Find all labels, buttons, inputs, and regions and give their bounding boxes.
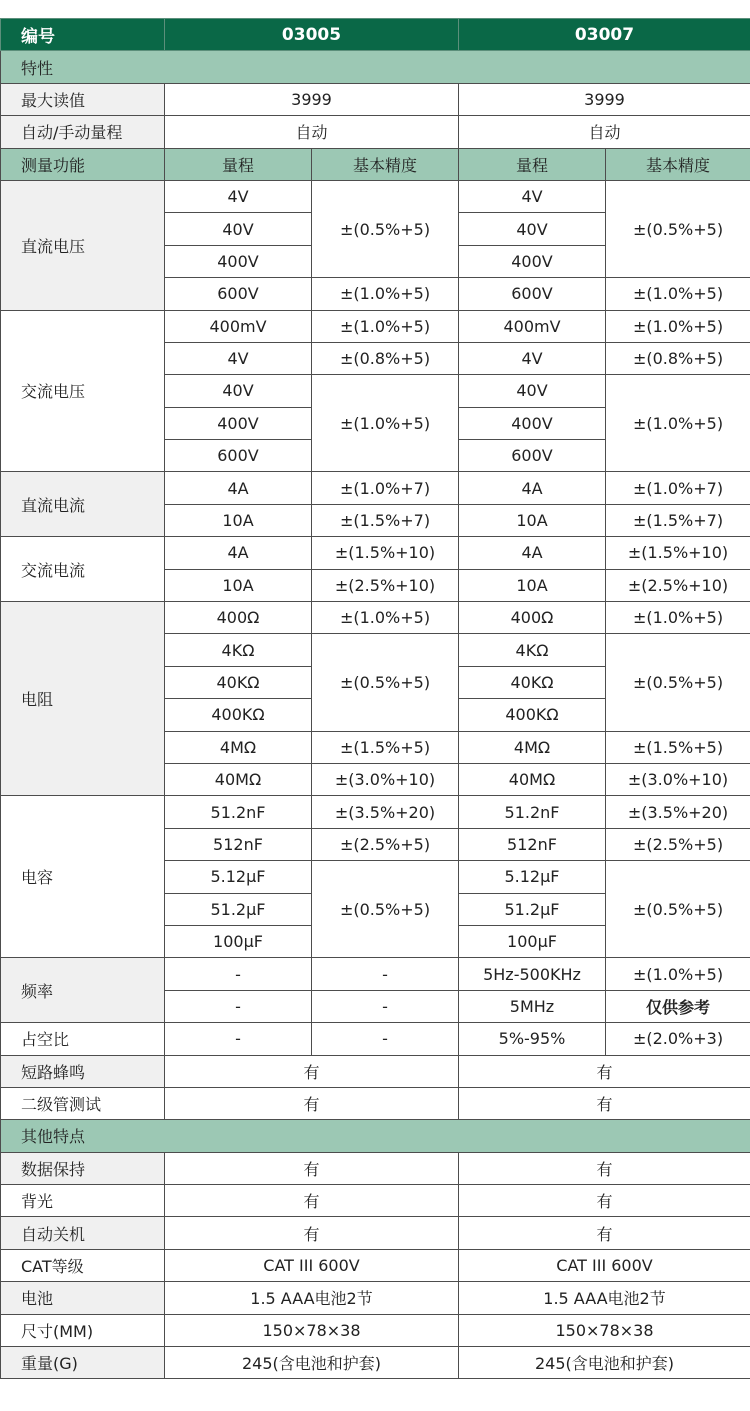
group-label-freq: 频率: [1, 958, 165, 1023]
table-row: [1, 958, 750, 990]
group-label-res: 电阻: [1, 602, 165, 796]
cell-b: 自动: [459, 116, 750, 148]
accuracy-cell: ±(2.5%+5): [312, 828, 459, 860]
accuracy-cell: ±(0.5%+5): [312, 861, 459, 958]
table-row: [1, 1152, 750, 1184]
row-label: 电池: [1, 1282, 165, 1314]
cell-b: 1.5 AAA电池2节: [459, 1282, 750, 1314]
section-row-other: [1, 1120, 750, 1152]
cell-a: 1.5 AAA电池2节: [165, 1282, 459, 1314]
row-label: 背光: [1, 1185, 165, 1217]
range-cell: 4KΩ: [459, 634, 606, 666]
accuracy-cell: ±(1.0%+7): [312, 472, 459, 504]
measure-subheader-row: [1, 148, 750, 180]
accuracy-cell: ±(1.5%+10): [606, 537, 750, 569]
range-cell: 5.12μF: [459, 861, 606, 893]
group-label-dcv: 直流电压: [1, 180, 165, 310]
cell-a: 自动: [165, 116, 459, 148]
range-cell: 4V: [165, 180, 312, 212]
cell-b: 有: [459, 1217, 750, 1249]
accuracy-cell: ±(1.0%+5): [312, 310, 459, 342]
accuracy-cell: ±(1.5%+7): [606, 504, 750, 536]
accuracy-cell: ±(0.5%+5): [312, 634, 459, 731]
range-cell: 400KΩ: [165, 699, 312, 731]
accuracy-cell: ±(1.0%+7): [606, 472, 750, 504]
range-cell: 4V: [165, 342, 312, 374]
cell-a: 有: [165, 1055, 459, 1087]
range-cell: 40V: [459, 213, 606, 245]
range-cell: 512nF: [165, 828, 312, 860]
accuracy-cell: ±(2.5%+10): [312, 569, 459, 601]
range-cell: 4V: [459, 342, 606, 374]
range-cell: 4A: [459, 537, 606, 569]
cell-a: 150×78×38: [165, 1314, 459, 1346]
accuracy-cell: ±(0.8%+5): [312, 342, 459, 374]
accuracy-cell: ±(1.0%+5): [606, 958, 750, 990]
range-cell: 400Ω: [459, 602, 606, 634]
range-cell: -: [165, 990, 312, 1022]
cell-b: 有: [459, 1055, 750, 1087]
cell-b: 有: [459, 1087, 750, 1119]
table-row: [1, 1249, 750, 1281]
range-cell: 10A: [165, 569, 312, 601]
range-cell: 40V: [165, 213, 312, 245]
cell-b: 150×78×38: [459, 1314, 750, 1346]
group-label-aca: 交流电流: [1, 537, 165, 602]
range-cell: 5%-95%: [459, 1023, 606, 1055]
subhead-range-a: 量程: [165, 148, 312, 180]
accuracy-cell: ±(0.5%+5): [606, 861, 750, 958]
range-cell: 51.2nF: [459, 796, 606, 828]
accuracy-cell: ±(1.0%+5): [312, 375, 459, 472]
accuracy-cell: -: [312, 958, 459, 990]
range-cell: 40MΩ: [459, 763, 606, 795]
row-label: CAT等级: [1, 1249, 165, 1281]
accuracy-cell: ±(3.5%+20): [312, 796, 459, 828]
range-cell: 600V: [165, 440, 312, 472]
row-label: 数据保持: [1, 1152, 165, 1184]
subhead-accuracy-a: 基本精度: [312, 148, 459, 180]
range-cell: 600V: [459, 278, 606, 310]
table-row: [1, 1055, 750, 1087]
range-cell: 512nF: [459, 828, 606, 860]
cell-a: 有: [165, 1217, 459, 1249]
accuracy-cell: ±(0.5%+5): [312, 180, 459, 277]
row-label: 最大读值: [1, 83, 165, 115]
range-cell: 400mV: [459, 310, 606, 342]
cell-a: 有: [165, 1087, 459, 1119]
table-row: [1, 1347, 750, 1379]
cell-b: 3999: [459, 83, 750, 115]
group-label-cap: 电容: [1, 796, 165, 958]
range-cell: 4A: [165, 472, 312, 504]
accuracy-cell: ±(1.5%+10): [312, 537, 459, 569]
range-cell: 100μF: [165, 925, 312, 957]
table-row: [1, 1217, 750, 1249]
accuracy-cell: ±(1.0%+5): [312, 602, 459, 634]
table-row: [1, 1185, 750, 1217]
range-cell: 400V: [165, 407, 312, 439]
row-label: 尺寸(MM): [1, 1314, 165, 1346]
range-cell: 51.2nF: [165, 796, 312, 828]
range-cell: 4KΩ: [165, 634, 312, 666]
table-row: [1, 1314, 750, 1346]
accuracy-cell: 仅供参考: [606, 990, 750, 1022]
group-label-dca: 直流电流: [1, 472, 165, 537]
accuracy-cell: ±(3.0%+10): [606, 763, 750, 795]
accuracy-cell: ±(0.5%+5): [606, 180, 750, 277]
cell-a: 245(含电池和护套): [165, 1347, 459, 1379]
accuracy-cell: ±(1.0%+5): [606, 278, 750, 310]
range-cell: 40V: [459, 375, 606, 407]
range-cell: 400V: [459, 245, 606, 277]
range-cell: 400Ω: [165, 602, 312, 634]
cell-a: 有: [165, 1152, 459, 1184]
table-row: [1, 116, 750, 148]
accuracy-cell: ±(2.5%+5): [606, 828, 750, 860]
range-cell: -: [165, 1023, 312, 1055]
range-cell: 10A: [459, 569, 606, 601]
table-row: [1, 1023, 750, 1055]
range-cell: 100μF: [459, 925, 606, 957]
range-cell: 5Hz-500KHz: [459, 958, 606, 990]
section-title: 其他特点: [1, 1120, 750, 1152]
cell-a: 有: [165, 1185, 459, 1217]
row-label: 短路蜂鸣: [1, 1055, 165, 1087]
table-row: [1, 537, 750, 569]
accuracy-cell: ±(1.0%+5): [606, 375, 750, 472]
accuracy-cell: ±(1.5%+7): [312, 504, 459, 536]
accuracy-cell: ±(0.8%+5): [606, 342, 750, 374]
range-cell: 40V: [165, 375, 312, 407]
range-cell: 51.2μF: [459, 893, 606, 925]
table-row: [1, 796, 750, 828]
table-row: [1, 472, 750, 504]
model-a-header: 03005: [165, 19, 459, 51]
row-label: 重量(G): [1, 1347, 165, 1379]
accuracy-cell: ±(0.5%+5): [606, 634, 750, 731]
accuracy-cell: ±(1.0%+5): [312, 278, 459, 310]
cell-b: CAT III 600V: [459, 1249, 750, 1281]
spec-table: [0, 18, 750, 1379]
row-label: 自动关机: [1, 1217, 165, 1249]
accuracy-cell: ±(1.0%+5): [606, 602, 750, 634]
table-row: [1, 1087, 750, 1119]
accuracy-cell: ±(3.0%+10): [312, 763, 459, 795]
cell-a: CAT III 600V: [165, 1249, 459, 1281]
table-header-row: [1, 19, 750, 51]
range-cell: 600V: [459, 440, 606, 472]
range-cell: 400KΩ: [459, 699, 606, 731]
header-label: 编号: [1, 19, 165, 51]
table-row: [1, 1282, 750, 1314]
accuracy-cell: ±(2.5%+10): [606, 569, 750, 601]
accuracy-cell: ±(2.0%+3): [606, 1023, 750, 1055]
section-title: 特性: [1, 51, 750, 83]
table-row: [1, 310, 750, 342]
range-cell: 4V: [459, 180, 606, 212]
range-cell: 4A: [459, 472, 606, 504]
subhead-range-b: 量程: [459, 148, 606, 180]
table-row: [1, 83, 750, 115]
range-cell: 10A: [165, 504, 312, 536]
model-b-header: 03007: [459, 19, 750, 51]
cell-b: 有: [459, 1185, 750, 1217]
range-cell: 40KΩ: [459, 666, 606, 698]
range-cell: 400mV: [165, 310, 312, 342]
range-cell: 40KΩ: [165, 666, 312, 698]
accuracy-cell: -: [312, 990, 459, 1022]
cell-b: 有: [459, 1152, 750, 1184]
row-label: 占空比: [1, 1023, 165, 1055]
range-cell: 4A: [165, 537, 312, 569]
range-cell: 10A: [459, 504, 606, 536]
range-cell: 5MHz: [459, 990, 606, 1022]
accuracy-cell: ±(1.5%+5): [606, 731, 750, 763]
row-label: 自动/手动量程: [1, 116, 165, 148]
table-row: [1, 602, 750, 634]
section-row-features: [1, 51, 750, 83]
table-row: [1, 180, 750, 212]
range-cell: 40MΩ: [165, 763, 312, 795]
cell-b: 245(含电池和护套): [459, 1347, 750, 1379]
accuracy-cell: ±(1.0%+5): [606, 310, 750, 342]
accuracy-cell: -: [312, 1023, 459, 1055]
subhead-label: 测量功能: [1, 148, 165, 180]
accuracy-cell: ±(3.5%+20): [606, 796, 750, 828]
range-cell: -: [165, 958, 312, 990]
range-cell: 400V: [459, 407, 606, 439]
cell-a: 3999: [165, 83, 459, 115]
row-label: 二级管测试: [1, 1087, 165, 1119]
subhead-accuracy-b: 基本精度: [606, 148, 750, 180]
comparison-table: [0, 18, 750, 1379]
range-cell: 4MΩ: [165, 731, 312, 763]
group-label-acv: 交流电压: [1, 310, 165, 472]
range-cell: 4MΩ: [459, 731, 606, 763]
range-cell: 5.12μF: [165, 861, 312, 893]
range-cell: 400V: [165, 245, 312, 277]
range-cell: 600V: [165, 278, 312, 310]
range-cell: 51.2μF: [165, 893, 312, 925]
accuracy-cell: ±(1.5%+5): [312, 731, 459, 763]
